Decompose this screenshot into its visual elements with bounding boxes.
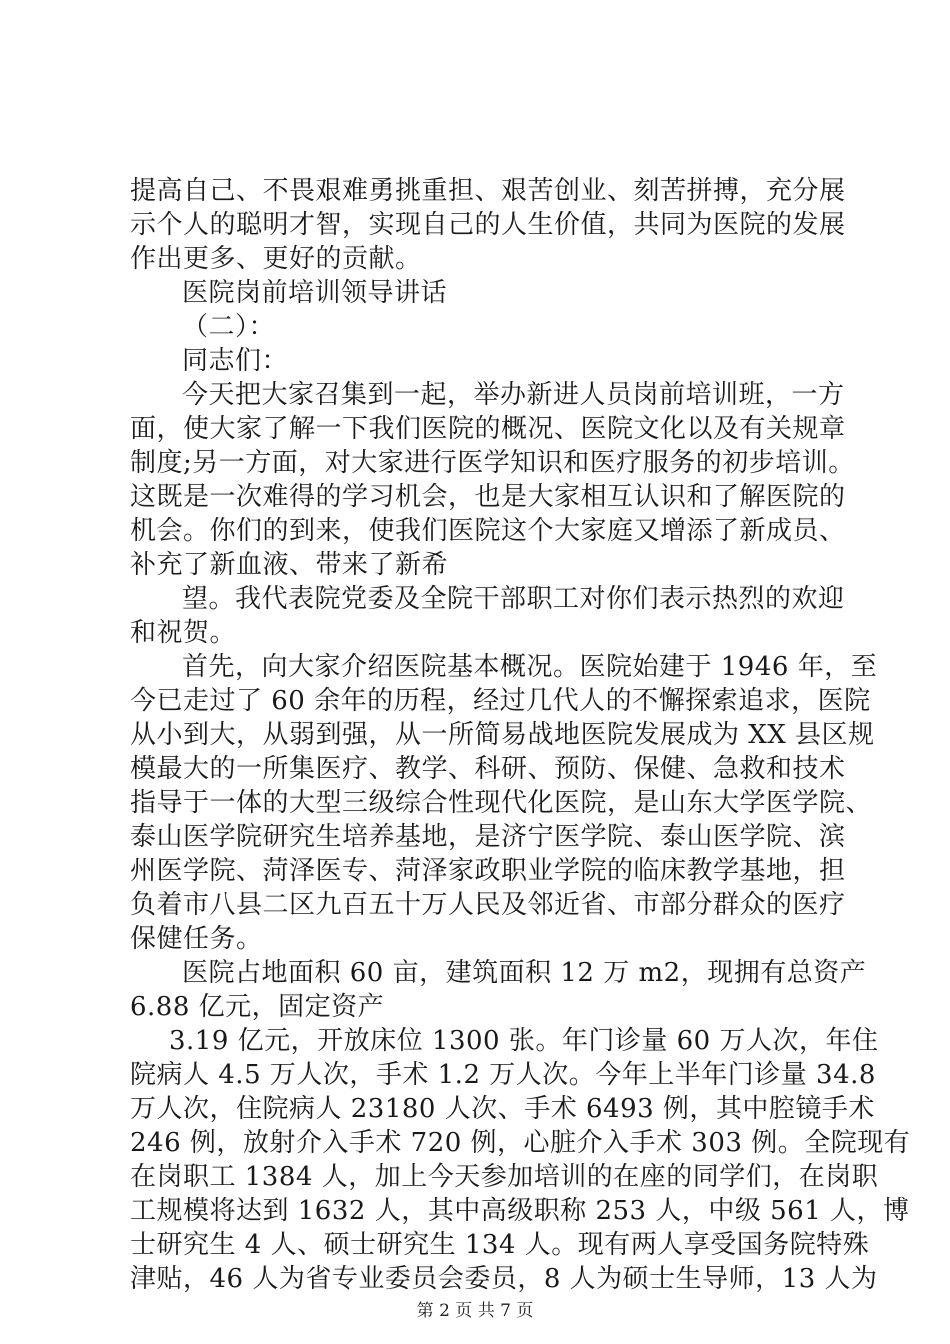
text-line: 面，使大家了解一下我们医院的概况、医院文化以及有关规章	[130, 414, 846, 444]
page-number-label: 第 2 页 共 7 页	[416, 1301, 534, 1321]
text-line: 示个人的聪明才智，实现自己的人生价值，共同为医院的发展	[130, 210, 846, 240]
text-line: 首先，向大家介绍医院基本概况。医院始建于 1946 年，至	[182, 652, 878, 682]
text-line: 6.88 亿元，固定资产	[130, 992, 385, 1022]
text-line: 望。我代表院党委及全院干部职工对你们表示热烈的欢迎	[182, 584, 845, 614]
text-line: 负着市八县二区九百五十万人民及邻近省、市部分群众的医疗	[130, 890, 846, 920]
text-line: 今已走过了 60 余年的历程，经过几代人的不懈探索追求，医院	[130, 686, 871, 716]
text-line: 万人次，住院病人 23180 人次、手术 6493 例，其中腔镜手术	[130, 1094, 875, 1124]
text-line: 机会。你们的到来，使我们医院这个大家庭又增添了新成员、	[130, 516, 846, 546]
text-line: 246 例，放射介入手术 720 例，心脏介入手术 303 例。全院现有	[130, 1128, 911, 1158]
text-line: 指导于一体的大型三级综合性现代化医院，是山东大学医学院、	[130, 788, 873, 818]
text-line: 模最大的一所集医疗、教学、科研、预防、保健、急救和技术	[130, 754, 846, 784]
text-line: 和祝贺。	[130, 618, 237, 648]
text-line: 泰山医学院研究生培养基地，是济宁医学院、泰山医学院、滨	[130, 822, 846, 852]
text-line: 工规模将达到 1632 人，其中高级职称 253 人，中级 561 人，博	[130, 1196, 910, 1226]
text-line: 医院岗前培训领导讲话	[182, 278, 448, 308]
text-line: 医院占地面积 60 亩，建筑面积 12 万 m2，现拥有总资产	[182, 958, 867, 988]
text-line: 同志们：	[182, 346, 289, 376]
document-body	[130, 174, 911, 1296]
text-line: 从小到大，从弱到强，从一所简易战地医院发展成为 XX 县区规	[130, 720, 875, 750]
text-line: 作出更多、更好的贡献。	[130, 244, 422, 274]
text-line: 津贴，46 人为省专业委员会委员，8 人为硕士生导师，13 人为	[130, 1264, 878, 1294]
text-line: 士研究生 4 人、硕士研究生 134 人。现有两人享受国务院特殊	[130, 1230, 870, 1260]
text-line: 这既是一次难得的学习机会，也是大家相互认识和了解医院的	[130, 482, 846, 512]
text-line: 补充了新血液、带来了新希	[130, 550, 449, 580]
text-line: 制度;另一方面，对大家进行医学知识和医疗服务的初步培训。	[130, 448, 855, 478]
text-line: 3.19 亿元，开放床位 1300 张。年门诊量 60 万人次，年住	[169, 1026, 879, 1056]
text-line: 保健任务。	[130, 924, 263, 954]
text-line: 提高自己、不畏艰难勇挑重担、艰苦创业、刻苦拼搏，充分展	[130, 176, 846, 206]
page-footer	[0, 1296, 950, 1321]
text-line: 在岗职工 1384 人，加上今天参加培训的在座的同学们，在岗职	[130, 1162, 879, 1192]
text-line: 今天把大家召集到一起，举办新进人员岗前培训班，一方	[182, 380, 845, 410]
text-line: 州医学院、菏泽医专、菏泽家政职业学院的临床教学基地，担	[130, 856, 846, 886]
text-line: 院病人 4.5 万人次，手术 1.2 万人次。今年上半年门诊量 34.8	[130, 1060, 876, 1090]
text-line: （二）：	[182, 312, 276, 342]
